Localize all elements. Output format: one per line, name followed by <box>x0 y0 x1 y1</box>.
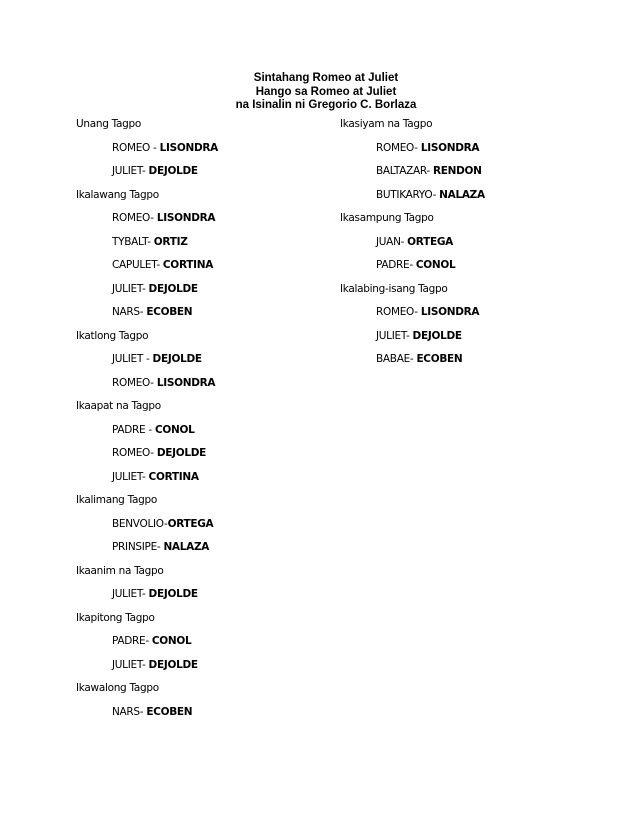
character-name: CAPULET- <box>112 259 163 271</box>
title-line-2: Hango sa Romeo at Juliet <box>255 85 397 98</box>
cast-entry <box>76 207 218 231</box>
cast-entry <box>340 348 485 372</box>
scene-heading: Ikaanim na Tagpo <box>76 564 164 577</box>
character-name: JULIET- <box>112 588 149 600</box>
character-name: ROMEO- <box>376 306 421 318</box>
cast-entry <box>340 254 485 278</box>
cast-entry <box>76 231 218 255</box>
scene-heading: Ikaapat na Tagpo <box>76 400 161 412</box>
character-name: ROMEO - <box>112 141 160 154</box>
character-name: NARS- <box>112 306 147 318</box>
actor-name: LISONDRA <box>420 141 480 154</box>
actor-name: DEJOLDE <box>152 353 202 365</box>
actor-name: ECOBEN <box>146 306 193 318</box>
cast-entry <box>76 372 218 396</box>
actor-name: CONOL <box>151 635 192 647</box>
cast-entry <box>76 301 218 325</box>
cast-entry <box>340 160 485 184</box>
actor-name: DEJOLDE <box>148 165 198 177</box>
scene-heading: Ikasampung Tagpo <box>340 212 434 224</box>
character-name: BABAE- <box>376 353 417 365</box>
cast-entry <box>340 137 485 161</box>
character-name: TYBALT- <box>112 235 154 248</box>
actor-name: LISONDRA <box>420 306 480 318</box>
cast-entry <box>76 630 218 654</box>
left-column <box>76 113 218 724</box>
character-name: PADRE - <box>112 423 155 436</box>
cast-entry <box>340 231 485 255</box>
character-name: JULIET- <box>112 470 149 483</box>
cast-entry <box>340 184 485 208</box>
cast-entry <box>76 654 218 678</box>
actor-name: CORTINA <box>162 259 214 271</box>
scene-heading: Ikapitong Tagpo <box>76 611 155 624</box>
actor-name: NALAZA <box>439 188 485 201</box>
character-name: JULIET- <box>112 165 149 177</box>
actor-name: ORTEGA <box>167 517 214 530</box>
cast-entry <box>76 278 218 302</box>
cast-entry <box>76 583 218 607</box>
cast-entry <box>76 137 218 161</box>
character-name: BALTAZAR- <box>376 165 433 177</box>
cast-entry <box>340 301 485 325</box>
actor-name: LISONDRA <box>156 376 216 389</box>
cast-entry <box>76 466 218 490</box>
character-name: ROMEO- <box>112 212 157 224</box>
actor-name: DEJOLDE <box>156 447 207 459</box>
cast-entry <box>76 701 218 725</box>
actor-name: CONOL <box>415 259 456 271</box>
character-name: ROMEO- <box>112 447 157 459</box>
cast-entry <box>76 254 218 278</box>
actor-name: DEJOLDE <box>412 329 462 342</box>
character-name: JULIET - <box>112 353 153 365</box>
actor-name: RENDON <box>432 165 482 177</box>
actor-name: CONOL <box>154 423 195 436</box>
character-name: JULIET- <box>112 282 149 295</box>
cast-entry <box>340 325 485 349</box>
character-name: ROMEO- <box>376 141 421 154</box>
actor-name: NALAZA <box>163 541 210 553</box>
cast-entry <box>76 536 218 560</box>
actor-name: ORTIZ <box>153 235 188 248</box>
character-name: PADRE- <box>376 259 416 271</box>
scene-heading: Ikalabing-isang Tagpo <box>340 282 448 295</box>
actor-name: LISONDRA <box>156 212 216 224</box>
cast-entry <box>76 160 218 184</box>
character-name: NARS- <box>112 705 147 718</box>
right-column <box>340 113 485 372</box>
character-name: BENVOLIO- <box>112 517 168 530</box>
cast-entry <box>76 442 218 466</box>
character-name: PRINSIPE- <box>112 541 164 553</box>
scene-heading: Ikawalong Tagpo <box>76 682 159 694</box>
character-name: JUAN- <box>376 235 408 248</box>
scene-heading: Ikasiyam na Tagpo <box>340 118 433 130</box>
actor-name: ECOBEN <box>416 353 463 365</box>
title-line-1: Sintahang Romeo at Juliet <box>253 72 399 84</box>
cast-entry <box>76 419 218 443</box>
document-title <box>0 72 638 113</box>
character-name: ROMEO- <box>112 376 157 389</box>
actor-name: CORTINA <box>148 470 199 483</box>
actor-name: ORTEGA <box>407 235 453 248</box>
actor-name: LISONDRA <box>159 141 218 154</box>
character-name: JULIET- <box>112 658 149 671</box>
scene-heading: Ikatlong Tagpo <box>76 329 149 342</box>
actor-name: DEJOLDE <box>148 282 198 295</box>
title-line-3: na Isinalin ni Gregorio C. Borlaza <box>235 99 417 111</box>
scene-heading: Ikalawang Tagpo <box>76 188 159 201</box>
scene-heading: Ikalimang Tagpo <box>76 494 157 506</box>
scene-heading: Unang Tagpo <box>76 118 141 130</box>
cast-entry <box>76 513 218 537</box>
character-name: BUTIKARYO- <box>376 188 440 201</box>
actor-name: DEJOLDE <box>148 658 198 671</box>
actor-name: DEJOLDE <box>148 588 198 600</box>
character-name: PADRE- <box>112 635 152 647</box>
actor-name: ECOBEN <box>146 705 193 718</box>
cast-entry <box>76 348 218 372</box>
character-name: JULIET- <box>376 329 413 342</box>
